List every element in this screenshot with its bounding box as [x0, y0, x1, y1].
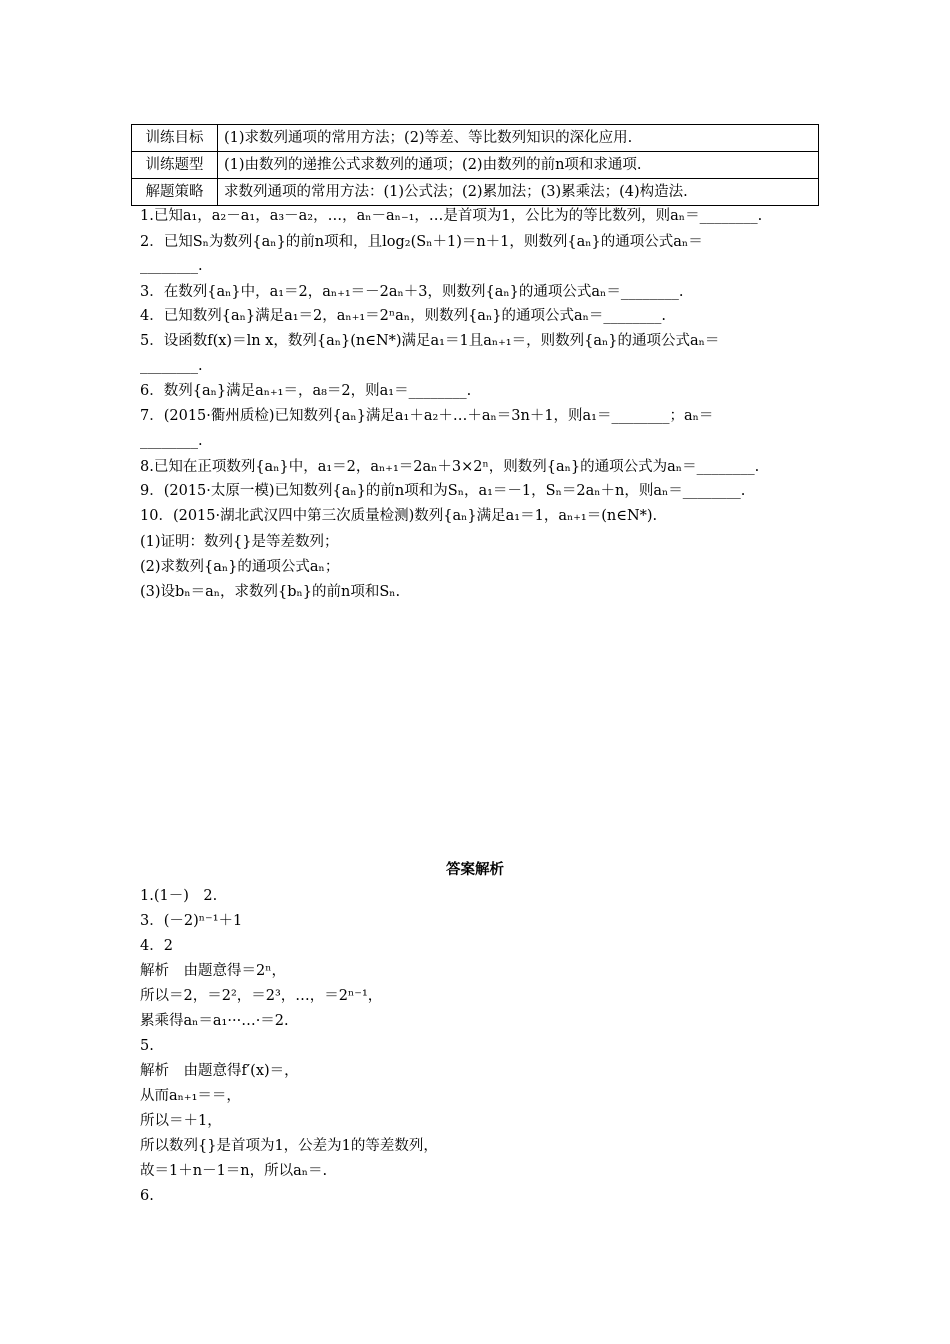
problem-line: ________.: [140, 433, 203, 449]
problem-line: 9．(2015·太原一模)已知数列{aₙ}的前n项和为Sₙ，a₁＝－1，Sₙ＝2aₙ＋n，则aₙ＝________.: [140, 483, 746, 499]
problem-line: ________.: [140, 358, 203, 374]
problem-line: 7．(2015·衢州质检)已知数列{aₙ}满足a₁＋a₂＋…＋aₙ＝3n＋1，则a₁＝________；aₙ＝: [140, 408, 714, 424]
row-content: (1)求数列通项的常用方法；(2)等差、等比数列知识的深化应用.: [218, 125, 819, 152]
table-row: [132, 152, 819, 179]
row-label: 训练目标: [132, 125, 218, 152]
problem-line: ________.: [140, 258, 203, 274]
problem-line: 1.已知a₁，a₂－a₁，a₃－a₂，…，aₙ－aₙ₋₁，…是首项为1，公比为的等比数列，则aₙ＝________.: [140, 208, 763, 224]
answer-line: 所以数列{}是首项为1，公差为1的等差数列，: [140, 1138, 438, 1154]
answer-line: 解析 由题意得f′(x)＝，: [140, 1063, 299, 1079]
answer-line: 从而aₙ₊₁＝＝，: [140, 1088, 241, 1104]
row-content: 求数列通项的常用方法：(1)公式法；(2)累加法；(3)累乘法；(4)构造法.: [218, 179, 819, 206]
row-label: 解题策略: [132, 179, 218, 206]
problem-line: (1)证明：数列{}是等差数列；: [140, 534, 339, 550]
answer-line: 5.: [140, 1038, 154, 1054]
answers-heading: 答案解析: [446, 862, 504, 878]
answer-line: 4．2: [140, 938, 173, 954]
problem-line: 6．数列{aₙ}满足aₙ₊₁＝，a₈＝2，则a₁＝________.: [140, 383, 472, 399]
problem-line: (2)求数列{aₙ}的通项公式aₙ；: [140, 559, 340, 575]
answer-line: 累乘得aₙ＝a₁···…·＝2.: [140, 1013, 289, 1029]
row-label: 训练题型: [132, 152, 218, 179]
answer-line: 1.(1－) 2.: [140, 888, 218, 904]
problem-line: 5．设函数f(x)＝ln x，数列{aₙ}(n∈N*)满足a₁＝1且aₙ₊₁＝，则数列{aₙ}的通项公式aₙ＝: [140, 333, 720, 349]
answer-line: 3．(－2)ⁿ⁻¹＋1: [140, 913, 243, 929]
answer-line: 故＝1＋n－1＝n，所以aₙ＝.: [140, 1163, 328, 1179]
row-content: (1)由数列的递推公式求数列的通项；(2)由数列的前n项和求通项.: [218, 152, 819, 179]
answer-line: 解析 由题意得＝2ⁿ，: [140, 963, 286, 979]
table-row: [132, 179, 819, 206]
training-info-table: [131, 124, 819, 206]
problem-line: 10．(2015·湖北武汉四中第三次质量检测)数列{aₙ}满足a₁＝1，aₙ₊₁＝(n∈N*).: [140, 508, 658, 524]
problem-line: 8.已知在正项数列{aₙ}中，a₁＝2，aₙ₊₁＝2aₙ＋3×2ⁿ，则数列{aₙ}的通项公式为aₙ＝________.: [140, 459, 760, 475]
answer-line: 所以＝2，＝2²，＝2³，…，＝2ⁿ⁻¹，: [140, 988, 383, 1004]
problem-line: (3)设bₙ＝aₙ，求数列{bₙ}的前n项和Sₙ.: [140, 584, 401, 600]
table-row: [132, 125, 819, 152]
problem-line: 3．在数列{aₙ}中，a₁＝2，aₙ₊₁＝－2aₙ＋3，则数列{aₙ}的通项公式aₙ＝________.: [140, 284, 684, 300]
answer-line: 6.: [140, 1188, 154, 1204]
problem-line: 2．已知Sₙ为数列{aₙ}的前n项和，且log₂(Sₙ＋1)＝n＋1，则数列{aₙ}的通项公式aₙ＝: [140, 234, 703, 250]
answer-line: 所以＝＋1，: [140, 1113, 222, 1129]
problem-line: 4．已知数列{aₙ}满足a₁＝2，aₙ₊₁＝2ⁿaₙ，则数列{aₙ}的通项公式aₙ＝________.: [140, 308, 666, 324]
